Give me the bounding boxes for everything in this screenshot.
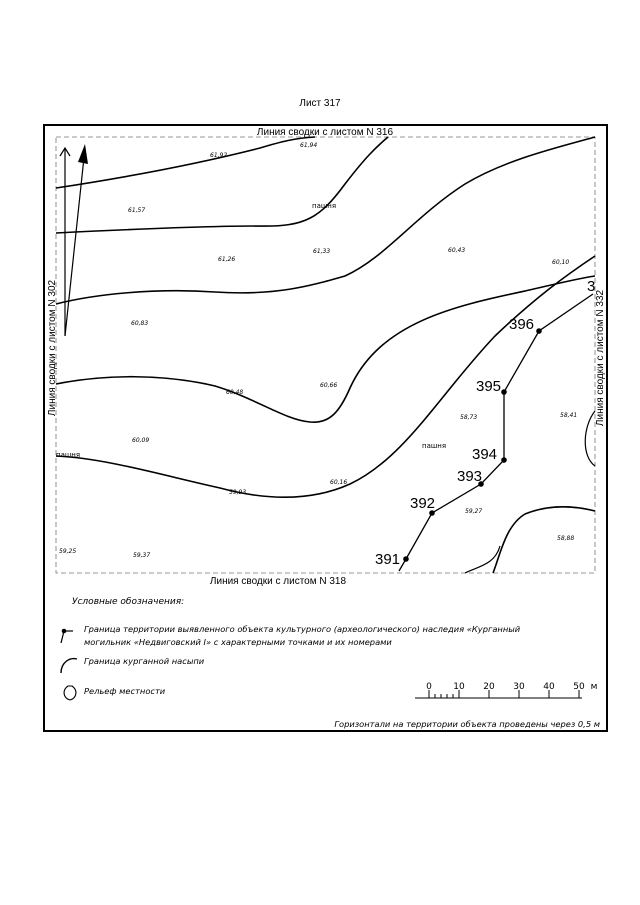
elevation-label: 58,41: [560, 412, 578, 419]
elevation-label: 60,16: [330, 479, 348, 486]
elevation-label: 59,27: [465, 508, 483, 515]
elevation-label: 60,10: [552, 259, 570, 266]
elevation-label: 59,25: [59, 548, 77, 555]
topographic-map[interactable]: [45, 126, 606, 730]
legend-mound: Граница курганной насыпи: [84, 656, 205, 666]
point-number-3: 3: [587, 278, 596, 295]
boundary-point-391[interactable]: [403, 556, 409, 562]
contour-line: [493, 507, 595, 573]
elevation-label: 61,92: [210, 152, 228, 159]
elevation-label: 61,57: [128, 207, 146, 214]
contour-line: [56, 137, 318, 188]
elevation-label: 61,33: [313, 248, 331, 255]
scale-tick-label: 50: [573, 682, 585, 692]
land-label-arable: пашня: [422, 442, 447, 450]
scale-tick-label: 30: [513, 682, 525, 692]
sheet-label-right: Линия сводки с листом N 332: [595, 289, 606, 427]
sheet-label-top: Линия сводки с листом N 316: [256, 127, 394, 138]
boundary-point-394[interactable]: [501, 457, 507, 463]
legend-boundary-line1: Граница территории выявленного объекта культурного (археологического) наследия «Курганный: [84, 624, 521, 634]
point-number-396: 396: [509, 316, 535, 333]
scale-tick-label: 10: [453, 682, 465, 692]
mound-legend-icon: [61, 659, 77, 673]
land-label-arable: пашня: [312, 202, 337, 210]
point-number-392: 392: [410, 495, 436, 512]
scale-unit: м: [590, 682, 598, 692]
elevation-label: 60,48: [226, 389, 244, 396]
sheet-label-left: Линия сводки с листом N 302: [47, 279, 58, 417]
scale-tick-label: 0: [426, 682, 432, 692]
legend-boundary-line2: могильник «Недвиговский I» с характерными точками и их номерами: [84, 637, 392, 647]
point-number-395: 395: [476, 378, 502, 395]
elevation-label: 60,83: [131, 320, 149, 327]
scale-bar: [415, 682, 597, 698]
scale-tick-label: 40: [543, 682, 555, 692]
point-number-391: 391: [375, 551, 401, 568]
map-frame: [43, 124, 608, 732]
elevation-label: 61,26: [218, 256, 236, 263]
elevation-label: 61,94: [300, 142, 318, 149]
legend: [61, 597, 521, 700]
legend-relief: Рельеф местности: [84, 686, 166, 696]
point-number-394: 394: [472, 446, 498, 463]
contour-line: [56, 137, 595, 304]
sheet-title: Лист 317: [299, 98, 341, 109]
elevation-label: 59,93: [229, 489, 247, 496]
boundary-point-395[interactable]: [501, 389, 507, 395]
point-number-393: 393: [457, 468, 483, 485]
scale-tick-label: 20: [483, 682, 495, 692]
elevation-label: 60,09: [132, 437, 150, 444]
contour-line: [585, 411, 595, 466]
elevation-label: 59,37: [133, 552, 151, 559]
boundary-point-396[interactable]: [536, 328, 542, 334]
land-label-arable: пашня: [56, 451, 81, 459]
relief-legend-icon: [64, 686, 76, 700]
north-arrow: [60, 144, 88, 336]
sheet-label-bottom: Линия сводки с листом N 318: [209, 576, 347, 587]
elevation-label: 58,73: [460, 414, 478, 421]
contour-interval-note: Горизонтали на территории объекта проведены через 0,5 м: [334, 719, 600, 729]
contour-line: [56, 276, 595, 422]
elevation-label: 60,66: [320, 382, 338, 389]
elevation-label: 58,88: [557, 535, 575, 542]
elevation-label: 60,43: [448, 247, 466, 254]
boundary-legend-icon: [61, 629, 73, 643]
legend-title: Условные обозначения:: [72, 597, 185, 607]
